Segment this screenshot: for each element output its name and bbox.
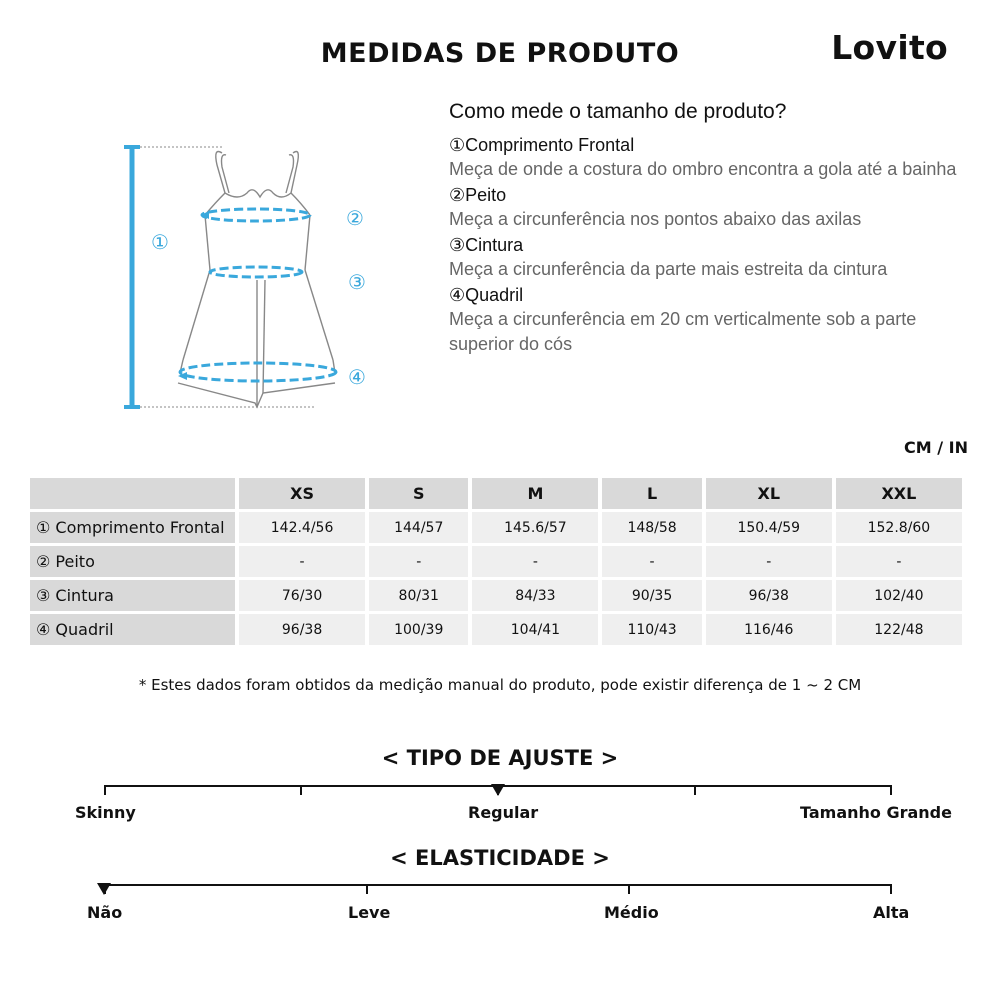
table-cell: - (472, 546, 598, 577)
measure-desc: Meça a circunferência em 20 cm verticalmente sob a parte superior do cós (449, 309, 917, 354)
fit-label-regular: Regular (468, 803, 539, 822)
row-label: ④ Quadril (30, 614, 235, 645)
elasticity-tick (628, 884, 630, 894)
size-table (26, 475, 966, 648)
table-cell: 152.8/60 (836, 512, 962, 543)
garment-outline (178, 152, 335, 408)
measure-desc: Meça a circunferência nos pontos abaixo das axilas (449, 209, 862, 229)
table-row (30, 512, 962, 543)
table-row (30, 546, 962, 577)
measure-title: ①Comprimento Frontal (449, 135, 635, 155)
fit-tick (694, 785, 696, 795)
table-cell: 150.4/59 (706, 512, 832, 543)
row-label: ② Peito (30, 546, 235, 577)
fit-scale-title: < TIPO DE AJUSTE > (381, 746, 619, 770)
table-cell: - (239, 546, 365, 577)
unit-label: CM / IN (904, 438, 968, 457)
table-cell: - (602, 546, 701, 577)
size-header: XXL (836, 478, 962, 509)
table-cell: 145.6/57 (472, 512, 598, 543)
row-label: ① Comprimento Frontal (30, 512, 235, 543)
size-header: S (369, 478, 468, 509)
measure-item-chest (449, 184, 969, 232)
size-header: XL (706, 478, 832, 509)
table-corner (30, 478, 235, 509)
brand-logo: Lovito (831, 28, 948, 67)
table-cell: 102/40 (836, 580, 962, 611)
table-cell: 96/38 (706, 580, 832, 611)
table-cell: 96/38 (239, 614, 365, 645)
table-cell: - (369, 546, 468, 577)
measure-title: ④Quadril (449, 285, 524, 305)
fit-tick (300, 785, 302, 795)
elasticity-scale-line (104, 884, 892, 886)
fit-label-large: Tamanho Grande (800, 803, 952, 822)
fit-tick (104, 785, 106, 795)
table-cell: - (836, 546, 962, 577)
elasticity-label-none: Não (87, 903, 123, 922)
elasticity-selected-marker (97, 883, 111, 895)
elasticity-tick (366, 884, 368, 894)
measure-item-waist (449, 234, 969, 282)
chest-measure (202, 209, 310, 221)
garment-diagram (115, 135, 395, 425)
table-row (30, 614, 962, 645)
table-cell: 104/41 (472, 614, 598, 645)
page-title: MEDIDAS DE PRODUTO (320, 38, 680, 69)
measure-title: ②Peito (449, 185, 507, 205)
marker-waist: ③ (348, 270, 366, 294)
hip-measure (180, 363, 336, 381)
measure-title: ③Cintura (449, 235, 524, 255)
marker-hip: ④ (348, 365, 366, 389)
fit-label-skinny: Skinny (75, 803, 136, 822)
table-cell: 84/33 (472, 580, 598, 611)
table-cell: 144/57 (369, 512, 468, 543)
row-label: ③ Cintura (30, 580, 235, 611)
table-cell: 116/46 (706, 614, 832, 645)
table-cell: 76/30 (239, 580, 365, 611)
table-header-row (30, 478, 962, 509)
table-cell: 148/58 (602, 512, 701, 543)
table-cell: 122/48 (836, 614, 962, 645)
measurement-note: * Estes dados foram obtidos da medição manual do produto, pode existir diferença de 1 ~ 2 CM (138, 676, 862, 694)
fit-selected-marker (491, 784, 505, 796)
waist-measure (210, 267, 302, 277)
elasticity-tick (890, 884, 892, 894)
measure-item-hip (449, 284, 969, 357)
marker-length: ① (151, 230, 169, 254)
table-cell: 100/39 (369, 614, 468, 645)
how-to-question: Como mede o tamanho de produto? (449, 100, 787, 123)
table-row (30, 580, 962, 611)
elasticity-label-medium: Médio (604, 903, 659, 922)
elasticity-label-high: Alta (873, 903, 910, 922)
table-cell: - (706, 546, 832, 577)
table-cell: 110/43 (602, 614, 701, 645)
marker-chest: ② (346, 206, 364, 230)
size-header: L (602, 478, 701, 509)
fit-tick (890, 785, 892, 795)
size-header: M (472, 478, 598, 509)
elasticity-label-light: Leve (348, 903, 391, 922)
table-cell: 80/31 (369, 580, 468, 611)
table-cell: 142.4/56 (239, 512, 365, 543)
measure-desc: Meça a circunferência da parte mais estreita da cintura (449, 259, 888, 279)
measure-desc: Meça de onde a costura do ombro encontra a gola até a bainha (449, 159, 957, 179)
table-cell: 90/35 (602, 580, 701, 611)
how-to-measure (449, 100, 969, 359)
size-header: XS (239, 478, 365, 509)
measure-item-length (449, 134, 969, 182)
elasticity-scale-title: < ELASTICIDADE > (390, 846, 610, 870)
